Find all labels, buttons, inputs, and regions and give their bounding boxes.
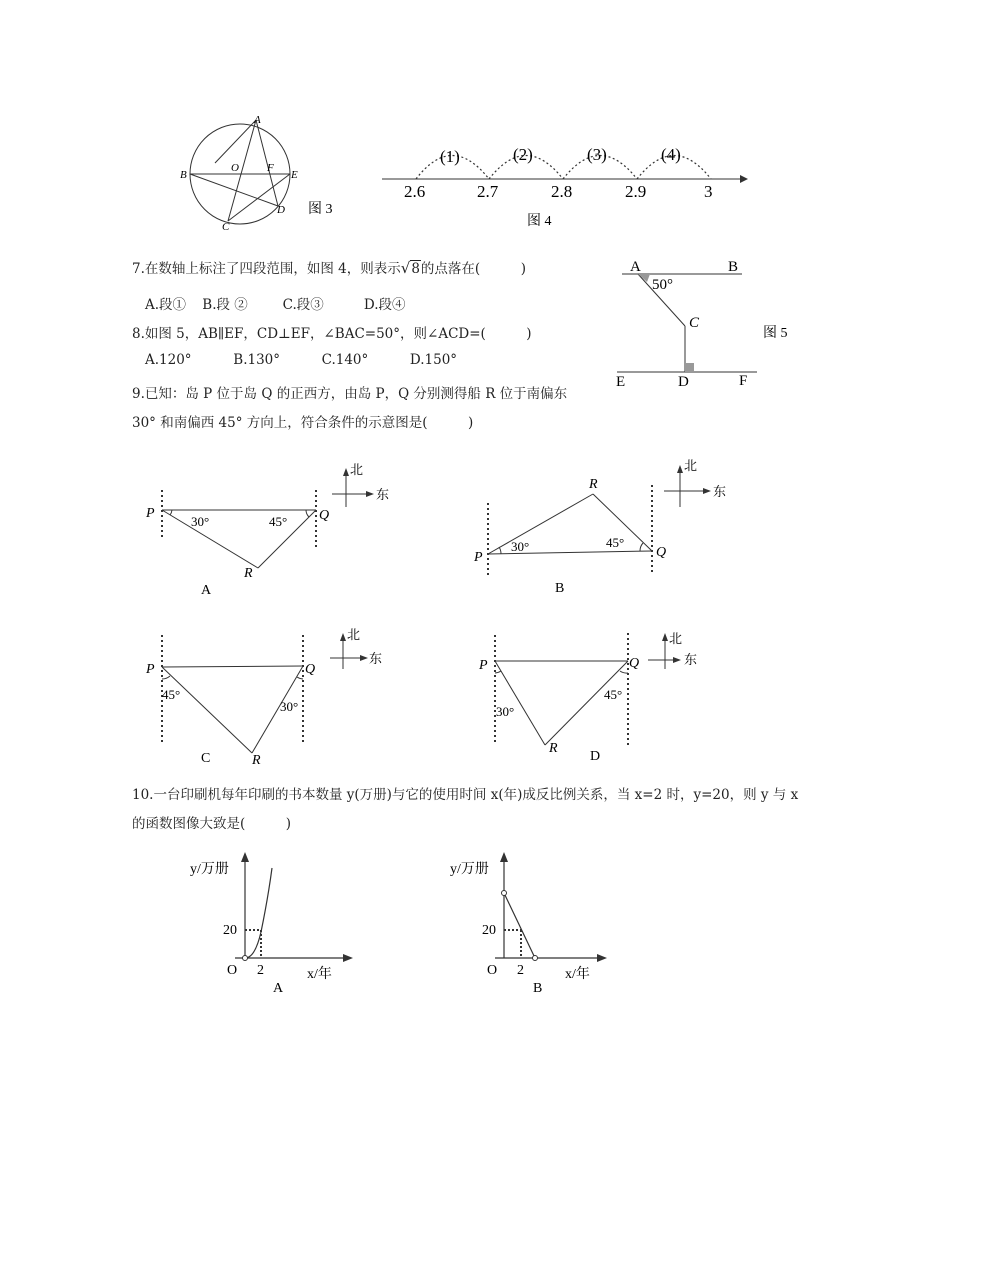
- question-9-line-1: 9.已知：岛 P 位于岛 Q 的正西方，由岛 P，Q 分别测得船 R 位于南偏东: [132, 386, 568, 402]
- q8-options: [145, 352, 457, 368]
- q7-option-d[interactable]: D.段④: [363, 297, 406, 313]
- fig5-label-A: A: [630, 259, 641, 275]
- point-p: P: [146, 662, 155, 677]
- q7-option-c[interactable]: C.段③: [282, 297, 324, 313]
- q9-diagram-b[interactable]: [465, 455, 735, 600]
- point-r: R: [589, 477, 598, 492]
- question-10-line-2: 的函数图像大致是( ): [132, 816, 292, 832]
- point-r: R: [549, 741, 558, 756]
- point-r: R: [244, 566, 253, 581]
- segment-2-label: (2): [513, 145, 533, 164]
- angle-30: 30°: [496, 704, 515, 719]
- fig5-angle-label: 50°: [652, 277, 673, 293]
- fig5-caption: 图 5: [763, 326, 788, 341]
- y-axis-label: y/万册: [190, 862, 229, 877]
- angle-45: 45°: [269, 514, 288, 529]
- point-p: P: [474, 550, 483, 565]
- q7-option-a[interactable]: A.段①: [145, 297, 187, 313]
- q9-diagram-c[interactable]: [140, 625, 400, 770]
- fig5-label-B: B: [728, 259, 739, 275]
- point-q: Q: [305, 662, 316, 677]
- fig3-label-O: O: [231, 162, 239, 174]
- fig3-label-A: A: [254, 114, 261, 126]
- q8-option-c[interactable]: C.140°: [321, 352, 369, 368]
- option-letter-c: C: [201, 751, 211, 766]
- option-letter-b: B: [533, 981, 543, 996]
- angle-30: 30°: [511, 539, 530, 554]
- q8-option-d[interactable]: D.150°: [409, 352, 458, 368]
- question-7: [132, 257, 526, 277]
- point-r: R: [252, 753, 261, 768]
- x-tick-2: 2: [257, 963, 264, 978]
- q7-options: [145, 293, 406, 313]
- q8-option-b[interactable]: B.130°: [233, 352, 281, 368]
- y-tick-20: 20: [482, 923, 496, 938]
- angle-45: 45°: [162, 687, 181, 702]
- question-8: 8.如图 5，AB∥EF，CD⊥EF，∠BAC=50°，则∠ACD=( ): [132, 326, 532, 342]
- question-10-line-1: 10.一台印刷机每年印刷的书本数量 y(万册)与它的使用时间 x(年)成反比例关系，当 x=2 时，y=20，则 y 与 x: [132, 787, 799, 803]
- north-label: 北: [347, 627, 361, 642]
- angle-30: 30°: [280, 699, 299, 714]
- option-letter-d: D: [590, 749, 601, 764]
- fig5-label-D: D: [678, 374, 689, 390]
- option-letter-b: B: [555, 581, 565, 596]
- question-9-line-2: 30° 和南偏西 45° 方向上，符合条件的示意图是( ): [132, 415, 474, 431]
- figure-3-circle-diagram: [170, 108, 350, 233]
- north-label: 北: [669, 631, 683, 646]
- fig3-caption: 图 3: [308, 202, 333, 217]
- option-letter-a: A: [273, 981, 284, 996]
- fig5-label-E: E: [616, 374, 626, 390]
- point-q: Q: [656, 545, 667, 560]
- segment-1-label: (1): [440, 147, 460, 166]
- q10-graph-a[interactable]: [185, 850, 360, 1000]
- sqrt-symbol: √: [400, 259, 411, 277]
- figure-4-number-line: [380, 138, 750, 233]
- point-p: P: [146, 506, 155, 521]
- segment-3-label: (3): [587, 145, 607, 164]
- angle-45: 45°: [604, 687, 623, 702]
- y-axis-label: y/万册: [450, 862, 489, 877]
- fig4-caption: 图 4: [527, 214, 552, 229]
- fig3-label-C: C: [222, 221, 230, 233]
- fig5-label-C: C: [689, 315, 700, 331]
- origin-label: O: [227, 963, 238, 978]
- q8-option-a[interactable]: A.120°: [145, 352, 192, 368]
- east-label: 东: [713, 484, 727, 499]
- point-p: P: [479, 658, 488, 673]
- q7-option-b[interactable]: B.段 ②: [202, 297, 248, 313]
- q7-radicand: 8: [411, 261, 420, 277]
- tick-3: 3: [704, 182, 713, 201]
- point-q: Q: [629, 656, 640, 671]
- fig5-label-F: F: [739, 373, 748, 389]
- fig3-label-F: F: [267, 162, 274, 174]
- q7-suffix: 的点落在( ): [420, 261, 526, 277]
- tick-2-8: 2.8: [551, 182, 573, 201]
- east-label: 东: [376, 487, 390, 502]
- x-axis-label: x/年: [565, 967, 590, 982]
- angle-45: 45°: [606, 535, 625, 550]
- angle-30: 30°: [191, 514, 210, 529]
- segment-4-label: (4): [661, 145, 681, 164]
- fig3-label-B: B: [180, 169, 187, 181]
- north-label: 北: [684, 458, 698, 473]
- figure-5-parallel-lines: [612, 255, 812, 395]
- fig3-label-D: D: [277, 204, 285, 216]
- east-label: 东: [684, 652, 698, 667]
- option-letter-a: A: [201, 583, 212, 598]
- north-label: 北: [350, 462, 364, 477]
- x-axis-label: x/年: [307, 967, 332, 982]
- q10-graph-b[interactable]: [445, 850, 620, 1000]
- q9-diagram-d[interactable]: [465, 625, 735, 770]
- y-tick-20: 20: [223, 923, 237, 938]
- point-q: Q: [319, 508, 330, 523]
- tick-2-9: 2.9: [625, 182, 647, 201]
- tick-2-6: 2.6: [404, 182, 426, 201]
- tick-2-7: 2.7: [477, 182, 499, 201]
- east-label: 东: [369, 651, 383, 666]
- x-tick-2: 2: [517, 963, 524, 978]
- q9-diagram-a[interactable]: [140, 455, 400, 600]
- fig3-label-E: E: [291, 169, 298, 181]
- q7-prefix: 7.在数轴上标注了四段范围，如图 4，则表示: [132, 261, 401, 277]
- origin-label: O: [487, 963, 498, 978]
